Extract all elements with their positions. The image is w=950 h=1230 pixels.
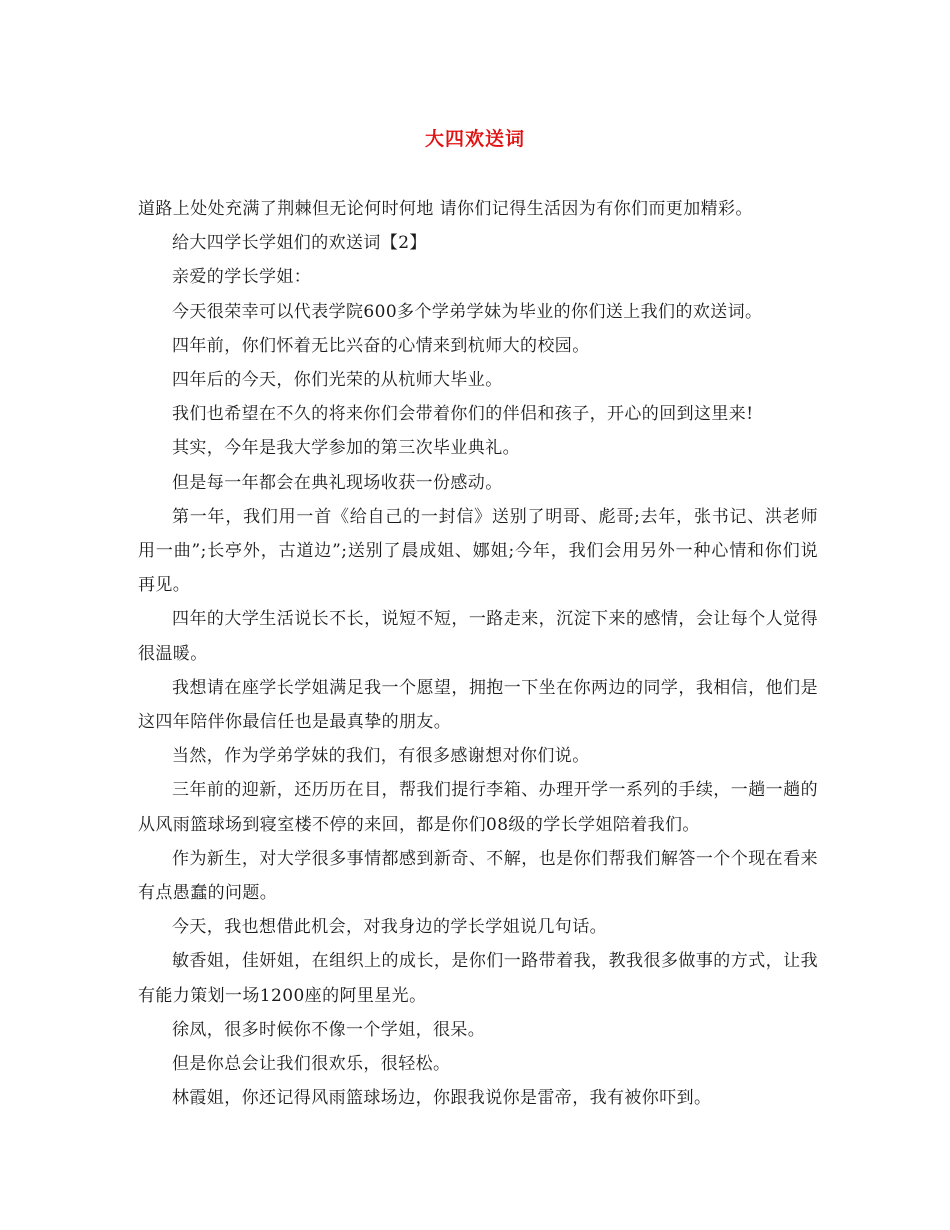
document-body <box>138 192 818 1115</box>
salutation: 亲爱的学长学姐： <box>172 267 312 288</box>
paragraph: 徐凤，很多时候你不像一个学姐，很呆。 <box>172 1019 486 1040</box>
paragraph: 林霞姐，你还记得风雨篮球场边，你跟我说你是雷帝，我有被你吓到。 <box>172 1088 712 1109</box>
paragraph: 四年前，你们怀着无比兴奋的心情来到杭师大的校园。 <box>172 335 590 356</box>
paragraph: 其实，今年是我大学参加的第三次毕业典礼。 <box>172 438 520 459</box>
paragraph: 四年的大学生活说长不长，说短不短，一路走来，沉淀下来的感情，会让每个人觉得很温暖。 <box>138 609 818 664</box>
paragraph: 三年前的迎新，还历历在目，帮我们提行李箱、办理开学一系列的手续，一趟一趟的从风雨篮球场到寝室楼不停的来回，都是你们08级的学长学姐陪着我们。 <box>138 780 818 835</box>
document-title: 大四欢送词 <box>424 128 525 150</box>
paragraph: 但是你总会让我们很欢乐，很轻松。 <box>172 1054 451 1075</box>
paragraph: 今天很荣幸可以代表学院600多个学弟学妹为毕业的你们送上我们的欢送词。 <box>172 301 763 322</box>
paragraph: 道路上处处充满了荆棘但无论何时何地 请你们记得生活因为有你们而更加精彩。 <box>138 199 753 219</box>
section-heading: 给大四学长学姐们的欢送词【2】 <box>172 233 427 254</box>
paragraph: 第一年，我们用一首《给自己的一封信》送别了明哥、彪哥;去年，张书记、洪老师用一曲”;长亭外，古道边”;送别了晨成姐、娜姐;今年，我们会用另外一种心情和你们说再见。 <box>138 506 818 596</box>
paragraph: 今天，我也想借此机会，对我身边的学长学姐说几句话。 <box>172 917 607 938</box>
paragraph: 作为新生，对大学很多事情都感到新奇、不解，也是你们帮我们解答一个个现在看来有点愚蠢的问题。 <box>138 848 818 904</box>
paragraph: 我想请在座学长学姐满足我一个愿望，拥抱一下坐在你两边的同学，我相信，他们是这四年陪伴你最信任也是最真挚的朋友。 <box>138 677 818 733</box>
paragraph: 四年后的今天，你们光荣的从杭师大毕业。 <box>172 370 503 391</box>
paragraph: 敏香姐，佳妍姐，在组织上的成长，是你们一路带着我，教我很多做事的方式，让我有能力策划一场1200座的阿里星光。 <box>138 951 818 1006</box>
paragraph: 当然，作为学弟学妹的我们，有很多感谢想对你们说。 <box>172 746 590 767</box>
paragraph: 我们也希望在不久的将来你们会带着你们的伴侣和孩子，开心的回到这里来! <box>172 404 754 425</box>
paragraph: 但是每一年都会在典礼现场收获一份感动。 <box>172 472 503 493</box>
